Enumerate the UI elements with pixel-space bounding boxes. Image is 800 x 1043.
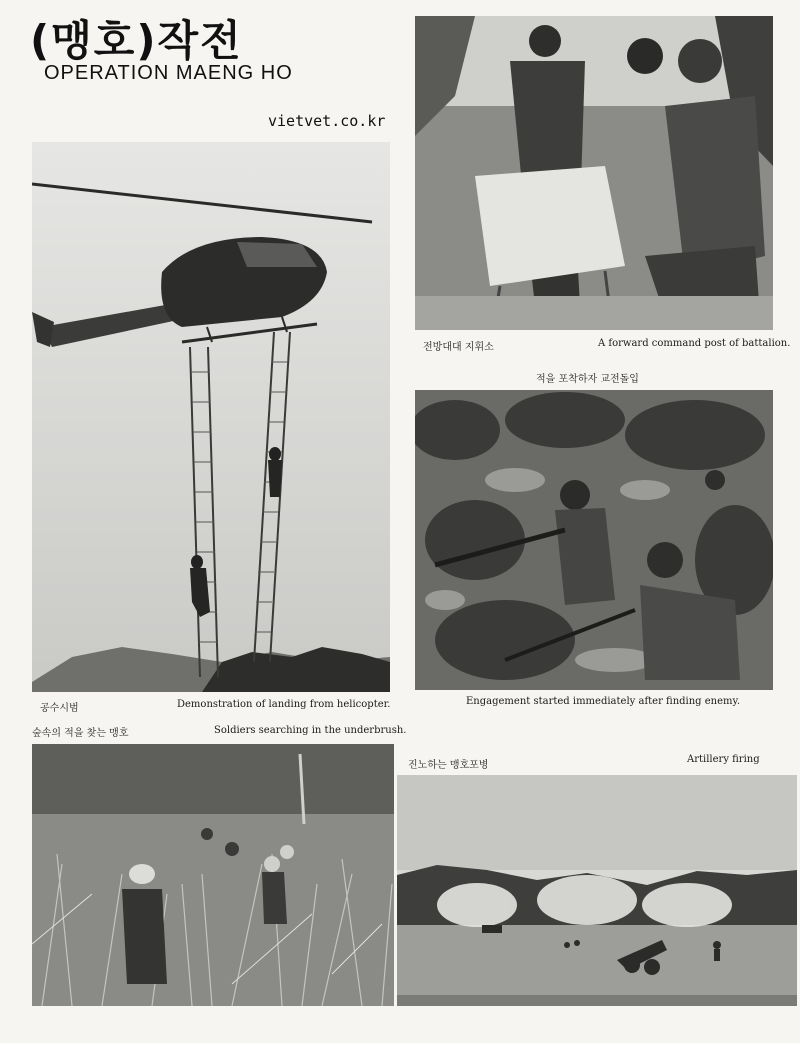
engagement-heading-korean: 적을 포착하자 교전돌입 xyxy=(536,374,639,385)
underbrush-photo xyxy=(32,744,394,1006)
artillery-caption-english: Artillery firing xyxy=(687,754,760,765)
page-title-english: OPERATION MAENG HO xyxy=(44,62,293,84)
artillery-caption-korean: 진노하는 맹호포병 xyxy=(408,760,489,771)
helicopter-caption-korean: 공수시범 xyxy=(40,703,79,714)
artillery-photo xyxy=(397,775,797,1006)
helicopter-photo xyxy=(32,142,390,692)
engagement-caption-english: Engagement started immediately after finding enemy. xyxy=(466,696,741,707)
command-post-caption-korean: 전방대대 지휘소 xyxy=(423,342,494,353)
site-watermark: vietvet.co.kr xyxy=(268,112,386,130)
helicopter-caption-english: Demonstration of landing from helicopter. xyxy=(177,699,391,710)
engagement-photo xyxy=(415,390,773,690)
underbrush-caption-english: Soldiers searching in the underbrush. xyxy=(214,725,407,736)
underbrush-caption-korean: 숲속의 적을 찾는 맹호 xyxy=(32,728,129,739)
page-title-korean: (맹호)작전 xyxy=(30,16,243,65)
command-post-photo xyxy=(415,16,773,330)
command-post-caption-english: A forward command post of battalion. xyxy=(598,338,791,349)
